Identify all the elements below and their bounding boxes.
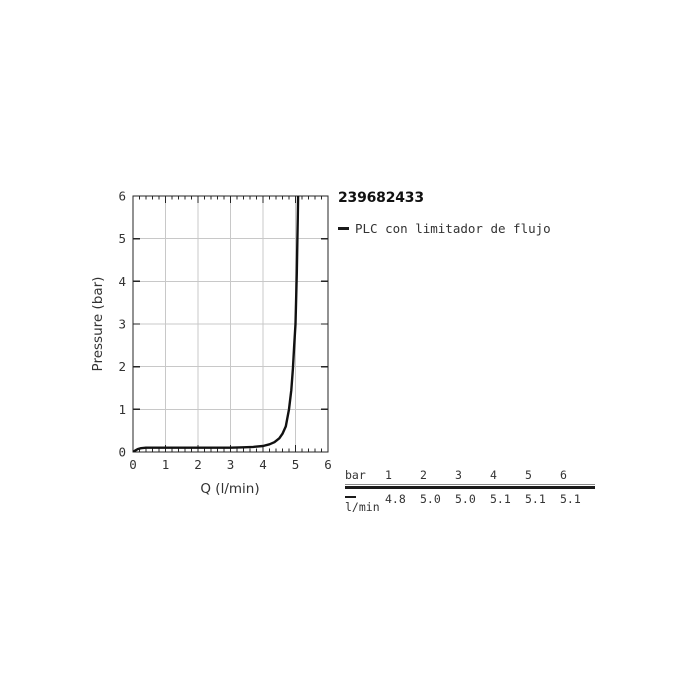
legend-line-marker-icon — [338, 227, 349, 230]
y-tick-label: 0 — [118, 444, 126, 460]
table-pressure-value: 4 — [490, 468, 497, 482]
x-tick-label: 6 — [324, 457, 332, 472]
table-flow-unit-label: l/min — [345, 500, 380, 514]
table-pressure-value: 1 — [385, 468, 392, 482]
table-pressure-value: 3 — [455, 468, 462, 482]
table-row-flow — [345, 492, 595, 515]
y-tick-label: 6 — [118, 188, 126, 204]
table-pressure-value: 5 — [525, 468, 532, 482]
legend — [338, 221, 551, 236]
y-tick-label: 1 — [118, 401, 126, 417]
x-tick-label: 4 — [259, 457, 267, 472]
table-flow-value: 4.8 — [385, 491, 406, 506]
x-tick-label: 0 — [129, 457, 137, 472]
y-axis-title: Pressure (bar) — [90, 276, 106, 372]
y-tick-label: 4 — [118, 273, 126, 289]
table-pressure-value: 2 — [420, 468, 427, 482]
y-tick-label: 3 — [118, 316, 126, 332]
tick-labels — [118, 189, 331, 473]
table-flow-value: 5.1 — [525, 491, 546, 506]
table-flow-label-cell — [345, 492, 385, 515]
y-tick-label: 2 — [118, 359, 126, 375]
y-tick-label: 5 — [118, 231, 126, 247]
x-axis-title: Q (l/min) — [200, 481, 260, 497]
table-unit-label: bar — [345, 468, 366, 482]
grid-lines — [133, 196, 328, 452]
table-flow-value: 5.1 — [490, 491, 511, 506]
table-divider — [345, 486, 595, 489]
x-tick-label: 1 — [161, 457, 170, 472]
pressure-flow-table — [345, 468, 595, 514]
x-tick-label: 5 — [291, 457, 300, 472]
table-flow-value: 5.0 — [420, 491, 441, 506]
series-marker-icon — [345, 496, 356, 499]
legend-label: PLC con limitador de flujo — [355, 221, 551, 236]
table-pressure-value: 6 — [560, 468, 567, 482]
x-tick-label: 2 — [194, 457, 202, 472]
table-row-pressure — [345, 468, 595, 485]
table-flow-value: 5.1 — [560, 491, 581, 506]
table-flow-value: 5.0 — [455, 491, 476, 506]
chart-title: 239682433 — [338, 190, 424, 206]
x-tick-label: 3 — [226, 457, 235, 472]
